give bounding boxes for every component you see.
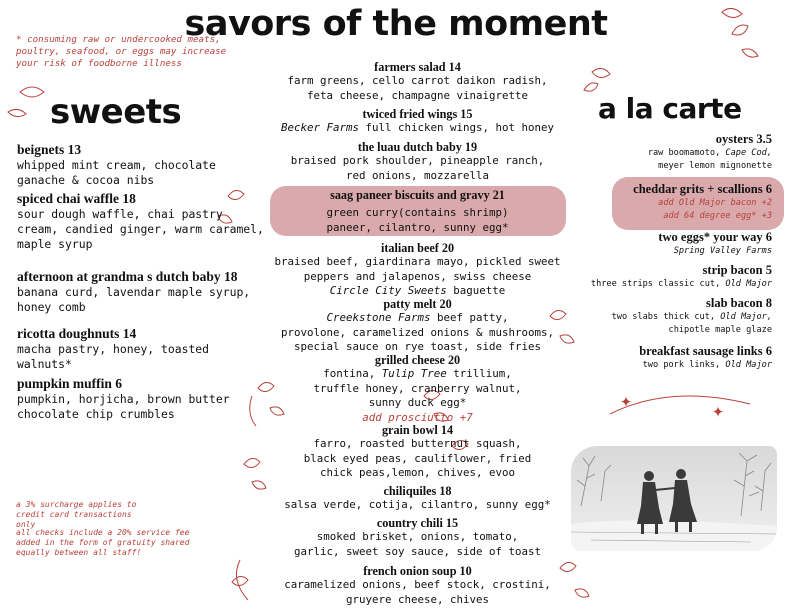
add-on: add Old Major bacon +2 <box>658 198 772 208</box>
menu-item-chiliquiles <box>270 484 565 513</box>
item-desc: braised beef, giardinara mayo, pickled sweet <box>274 255 561 268</box>
item-desc: farm greens, cello carrot daikon radish, <box>287 74 548 87</box>
item-desc: smoked brisket, onions, tomato, <box>316 530 519 543</box>
item-name: grain bowl 14 <box>381 423 454 437</box>
menu-item-cheddar-grits <box>542 182 772 222</box>
item-desc <box>542 147 772 160</box>
item-desc-rest: beef patty, <box>430 311 509 324</box>
menu-item-farmers-salad <box>270 60 565 103</box>
item-desc: provolone, caramelized onions & mushrooms, <box>280 325 554 339</box>
item-name: beignets 13 <box>17 142 82 157</box>
item-name: farmers salad 14 <box>374 60 461 74</box>
item-desc: garlic, sweet soy sauce, side of toast <box>293 544 541 558</box>
health-warning: * consuming raw or undercooked meats, poultry, seafood, or eggs may increase your risk of foodborne illness <box>16 34 227 69</box>
item-desc: paneer, cilantro, sunny egg* <box>326 220 509 234</box>
item-desc <box>542 311 772 324</box>
menu-item-grilled-cheese <box>270 353 565 425</box>
item-desc: sour dough waffle, chai pastry cream, candied ginger, warm caramel, maple syrup <box>17 207 264 251</box>
diamond-icon: ✦ <box>712 398 725 422</box>
origin-name: Cape Cod, <box>725 148 772 158</box>
item-desc: caramelized onions, beef stock, crostini, <box>284 578 551 591</box>
menu-item-patty-melt <box>270 297 565 355</box>
menu-item-wings <box>270 107 565 136</box>
menu-item-two-eggs <box>542 230 772 258</box>
farm-name: Old Major <box>725 360 772 370</box>
item-desc-rest: trillium, <box>446 367 512 380</box>
item-name: country chili 15 <box>376 516 459 530</box>
menu-item-italian-beef <box>270 241 565 299</box>
menu-item-luau <box>270 140 565 183</box>
page-title: savors of the moment <box>184 4 608 44</box>
farm-name: Creekstone Farms <box>326 311 431 324</box>
menu-item-beignets <box>17 142 267 188</box>
item-name: oysters 3.5 <box>715 132 772 146</box>
add-on: add prosciutto +7 <box>362 410 473 424</box>
a-la-carte-heading: a la carte <box>598 92 742 125</box>
item-name: afternoon at grandma s dutch baby 18 <box>17 269 238 284</box>
menu-item-strip-bacon <box>542 263 772 291</box>
surcharge-note: a 3% surcharge applies to credit card transactions only <box>16 500 137 529</box>
item-desc: special sauce on rye toast, side fries <box>293 340 541 353</box>
item-desc: meyer lemon mignonette <box>658 160 772 171</box>
item-name: patty melt 20 <box>383 297 452 311</box>
item-name: two eggs* your way 6 <box>658 230 772 244</box>
add-on: add 64 degree egg* +3 <box>663 210 772 221</box>
skaters-illustration <box>571 446 777 551</box>
item-desc: whipped mint cream, chocolate ganache & cocoa nibs <box>17 158 216 187</box>
item-name: italian beef 20 <box>380 241 455 255</box>
service-fee-note: all checks include a 20% service fee added in the form of gratuity shared equally between all staff! <box>16 528 190 557</box>
item-name: saag paneer biscuits and gravy 21 <box>330 188 505 202</box>
item-desc <box>542 359 772 372</box>
item-desc: pumpkin, horjicha, brown butter chocolate chip crumbles <box>17 392 230 421</box>
item-desc: gruyere cheese, chives <box>345 592 489 606</box>
farm-name: Old Major <box>725 279 772 289</box>
farm-name: Spring Valley Farms <box>673 246 772 256</box>
item-name: twiced fried wings 15 <box>362 107 473 121</box>
item-name: strip bacon 5 <box>702 263 772 277</box>
menu-item-chai-waffle <box>17 191 267 252</box>
item-name: cheddar grits + scallions 6 <box>633 182 772 196</box>
item-name: french onion soup 10 <box>363 564 472 578</box>
menu-item-grain-bowl <box>270 423 565 481</box>
item-desc: sunny duck egg* <box>368 396 467 409</box>
item-desc-part: raw boomamoto, <box>647 148 726 158</box>
item-desc-rest: baguette <box>446 284 506 297</box>
item-desc-part: fontina, <box>323 367 382 380</box>
item-desc-rest: full chicken wings, hot honey <box>359 121 555 134</box>
item-name: breakfast sausage links 6 <box>639 344 772 358</box>
item-desc <box>270 121 565 136</box>
item-desc <box>270 367 565 382</box>
menu-item-sausage-links <box>542 344 772 372</box>
item-desc: braised pork shoulder, pineapple ranch, <box>290 154 545 167</box>
farm-name: Tulip Tree <box>381 367 447 380</box>
item-name: ricotta doughnuts 14 <box>17 326 137 341</box>
item-desc <box>542 278 772 291</box>
item-desc: black eyed peas, cauliflower, fried <box>303 451 532 465</box>
sweets-heading: sweets <box>50 92 182 132</box>
diamond-icon: ✦ <box>620 388 633 412</box>
item-desc-part: three strips classic cut, <box>590 279 726 289</box>
item-name: pumpkin muffin 6 <box>17 376 123 391</box>
item-desc <box>270 311 565 326</box>
item-name: grilled cheese 20 <box>374 353 461 367</box>
item-desc: feta cheese, champagne vinaigrette <box>306 88 528 102</box>
farm-name: Becker Farms <box>280 121 359 134</box>
menu-item-ricotta-doughnuts <box>17 326 267 372</box>
item-desc-part: two pork links, <box>642 360 726 370</box>
farm-name: Old Major, <box>720 312 772 322</box>
item-desc: macha pastry, honey, toasted walnuts* <box>17 342 210 371</box>
menu-item-onion-soup <box>270 564 565 607</box>
item-desc: farro, roasted butternut squash, <box>313 437 522 450</box>
item-name: slab bacon 8 <box>706 296 772 310</box>
item-desc: chick peas,lemon, chives, evoo <box>319 466 515 479</box>
menu-item-pumpkin-muffin <box>17 376 267 422</box>
item-desc: red onions, mozzarella <box>345 168 489 182</box>
item-desc: salsa verde, cotija, cilantro, sunny egg* <box>284 498 551 511</box>
item-desc: green curry(contains shrimp) <box>326 206 509 219</box>
item-name: chiliquiles 18 <box>383 484 452 498</box>
item-desc: peppers and jalapenos, swiss cheese <box>303 269 532 283</box>
item-desc: chipotle maple glaze <box>668 324 772 335</box>
menu-item-slab-bacon <box>542 296 772 336</box>
menu-item-country-chili <box>270 516 565 559</box>
item-desc-part: two slabs thick cut, <box>611 312 721 322</box>
menu-item-oysters <box>542 132 772 172</box>
item-desc: truffle honey, cranberry walnut, <box>313 381 522 395</box>
menu-item-saag-paneer <box>270 188 565 235</box>
menu-item-dutch-baby <box>17 269 267 315</box>
item-name: spiced chai waffle 18 <box>17 191 136 206</box>
item-name: the luau dutch baby 19 <box>357 140 478 154</box>
item-desc: banana curd, lavendar maple syrup, honey comb <box>17 285 251 314</box>
bakery-name: Circle City Sweets <box>329 284 447 297</box>
